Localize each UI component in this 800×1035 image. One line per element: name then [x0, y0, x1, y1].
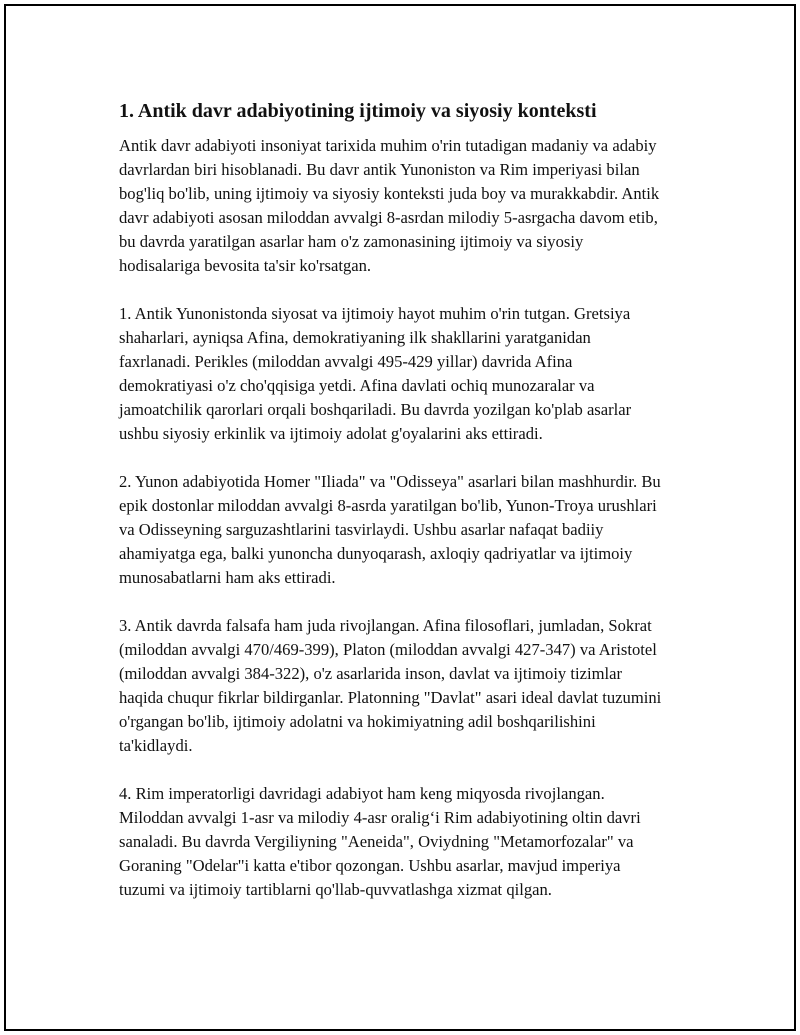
- paragraph-2: 2. Yunon adabiyotida Homer "Iliada" va "Odisseya" asarlari bilan mashhurdir. Bu epik dostonlar miloddan avvalgi 8-asrda yaratilgan bo'lib, Yunon-Troya urushlari va Odisseyning sarguzashtlarini tasvirlaydi. Ushbu asarlar nafaqat badiiy ahamiyatga ega, balki yunoncha dunyoqarash, axloqiy qadriyatlar va ijtimoiy munosabatlarni ham aks ettiradi.: [119, 472, 661, 587]
- paragraph-1: 1. Antik Yunonistonda siyosat va ijtimoiy hayot muhim o'rin tutgan. Gretsiya shaharlari, ayniqsa Afina, demokratiyaning ilk shakllarini yaratganidan faxrlanadi. Perikles (miloddan avvalgi 495-429 yillar) davrida Afina demokratiyasi o'z cho'qqisiga yetdi. Afina davlati ochiq munozaralar va jamoatchilik qarorlari orqali boshqariladi. Bu davrda yozilgan ko'plab asarlar ushbu siyosiy erkinlik va ijtimoiy adolat g'oyalarini aks ettiradi.: [119, 304, 632, 443]
- paragraph-3: 3. Antik davrda falsafa ham juda rivojlangan. Afina filosoflari, jumladan, Sokrat (miloddan avvalgi 470/469-399), Platon (miloddan avvalgi 427-347) va Aristotel (miloddan avvalgi 384-322), o'z asarlarida inson, davlat va ijtimoiy tizimlar haqida chuqur fikrlar bildirganlar. Platonning "Davlat" asari ideal davlat tuzumini o'rgangan bo'lib, ijtimoiy adolatni va hokimiyatning adil boshqarilishini ta'kidlaydi.: [119, 616, 662, 755]
- paragraph-4: 4. Rim imperatorligi davridagi adabiyot ham keng miqyosda rivojlangan. Miloddan avvalgi 1-asr va milodiy 4-asr oralig‘i Rim adabiyotining oltin davri sanaladi. Bu davrda Vergiliyning "Aeneida", Oviydning "Metamorfozalar" va Goraning "Odelar"i katta e'tibor qozongan. Ushbu asarlar, mavjud imperiya tuzumi va ijtimoiy tartiblarni qo'llab-quvvatlashga xizmat qilgan.: [119, 784, 641, 899]
- intro-paragraph: Antik davr adabiyoti insoniyat tarixida muhim o'rin tutadigan madaniy va adabiy davrlardan biri hisoblanadi. Bu davr antik Yunoniston va Rim imperiyasi bilan bog'liq bo'lib, uning ijtimoiy va siyosiy konteksti juda boy va murakkabdir. Antik davr adabiyoti asosan miloddan avvalgi 8-asrdan milodiy 5-asrgacha davom etib, bu davrda yaratilgan asarlar ham o'z zamonasining ijtimoiy va siyosiy hodisalariga bevosita ta'sir ko'rsatgan.: [119, 136, 660, 275]
- document-body: [119, 98, 664, 902]
- document-page: [4, 4, 796, 1031]
- section-heading: 1. Antik davr adabiyotining ijtimoiy va siyosiy konteksti: [119, 100, 597, 122]
